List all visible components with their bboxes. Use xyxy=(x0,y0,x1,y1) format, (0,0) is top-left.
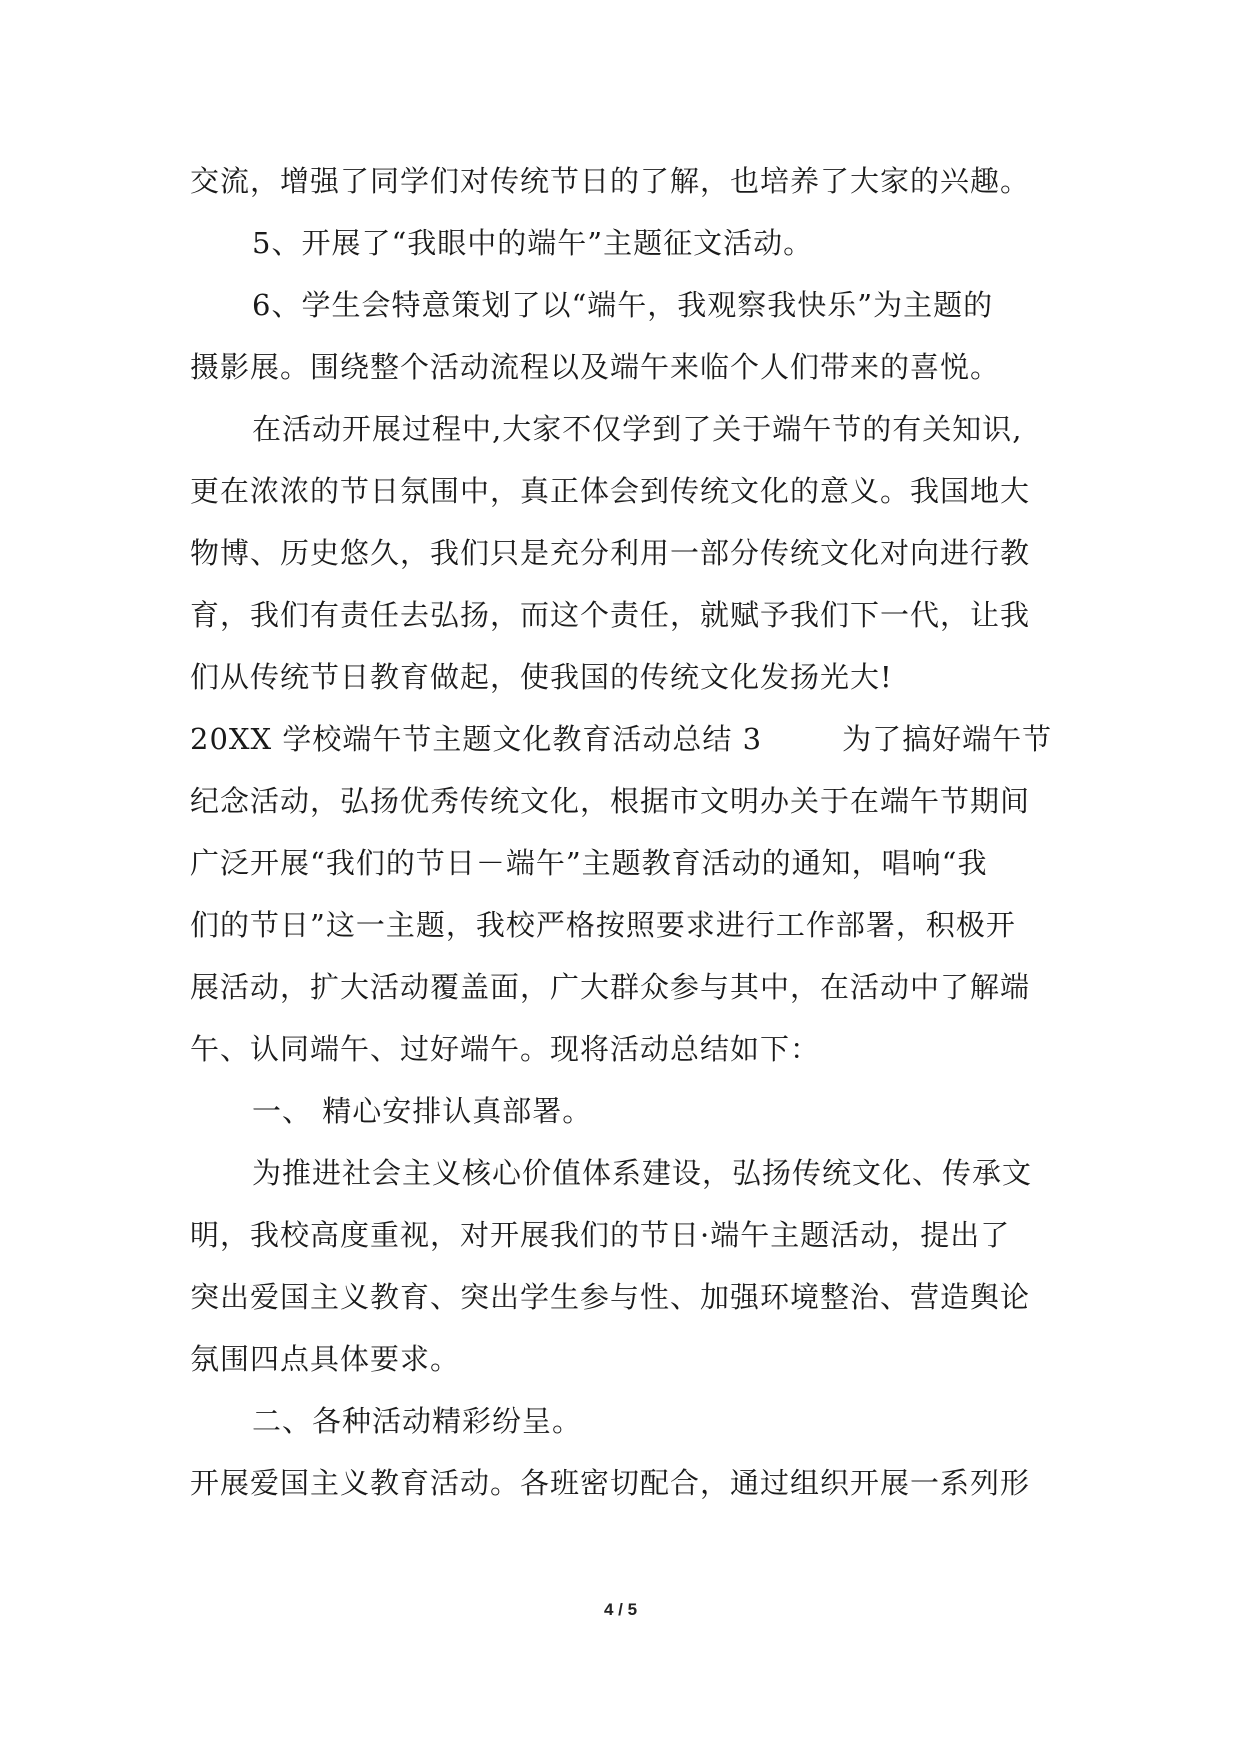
subheading: 二、各种活动精彩纷呈。 xyxy=(252,1404,583,1438)
text-line: 5、开展了“我眼中的端午”主题征文活动。 xyxy=(252,226,814,260)
section-title: 20XX 学校端午节主题文化教育活动总结 3 xyxy=(190,722,763,756)
text-line: 午、认同端午、过好端午。现将活动总结如下： xyxy=(190,1032,821,1066)
text-line: 广泛开展“我们的节日－端午”主题教育活动的通知，唱响“我 xyxy=(190,846,988,880)
text-line: 开展爱国主义教育活动。各班密切配合，通过组织开展一系列形 xyxy=(190,1466,1031,1500)
text-line: 物博、历史悠久，我们只是充分利用一部分传统文化对向进行教 xyxy=(190,536,1031,570)
text-line: 展活动，扩大活动覆盖面，广大群众参与其中，在活动中了解端 xyxy=(190,970,1031,1004)
text-line: 突出爱国主义教育、突出学生参与性、加强环境整治、营造舆论 xyxy=(190,1280,1031,1314)
text-line: 摄影展。围绕整个活动流程以及端午来临个人们带来的喜悦。 xyxy=(190,350,1001,384)
text-line: 为了搞好端午节 xyxy=(842,722,1053,756)
page-number: 4 / 5 xyxy=(603,1600,638,1619)
text-line: 纪念活动，弘扬优秀传统文化，根据市文明办关于在端午节期间 xyxy=(190,784,1031,818)
text-line: 氛围四点具体要求。 xyxy=(190,1342,461,1376)
document-body xyxy=(190,150,1060,1514)
text-line: 育，我们有责任去弘扬，而这个责任，就赋予我们下一代，让我 xyxy=(190,598,1031,632)
text-line: 们从传统节日教育做起，使我国的传统文化发扬光大! xyxy=(190,660,893,694)
text-line: 为推进社会主义核心价值体系建设，弘扬传统文化、传承文 xyxy=(252,1156,1033,1190)
text-line: 在活动开展过程中,大家不仅学到了关于端午节的有关知识, xyxy=(252,412,1023,446)
text-line: 们的节日”这一主题，我校严格按照要求进行工作部署，积极开 xyxy=(190,908,1016,942)
text-line: 6、学生会特意策划了以“端午，我观察我快乐”为主题的 xyxy=(252,288,994,322)
text-line: 交流，增强了同学们对传统节日的了解，也培养了大家的兴趣。 xyxy=(190,164,1031,198)
section-heading-line xyxy=(190,708,1060,770)
subheading: 一、 精心安排认真部署。 xyxy=(252,1094,593,1128)
text-line: 更在浓浓的节日氛围中，真正体会到传统文化的意义。我国地大 xyxy=(190,474,1031,508)
text-line: 明，我校高度重视，对开展我们的节日·端午主题活动，提出了 xyxy=(190,1218,1011,1252)
